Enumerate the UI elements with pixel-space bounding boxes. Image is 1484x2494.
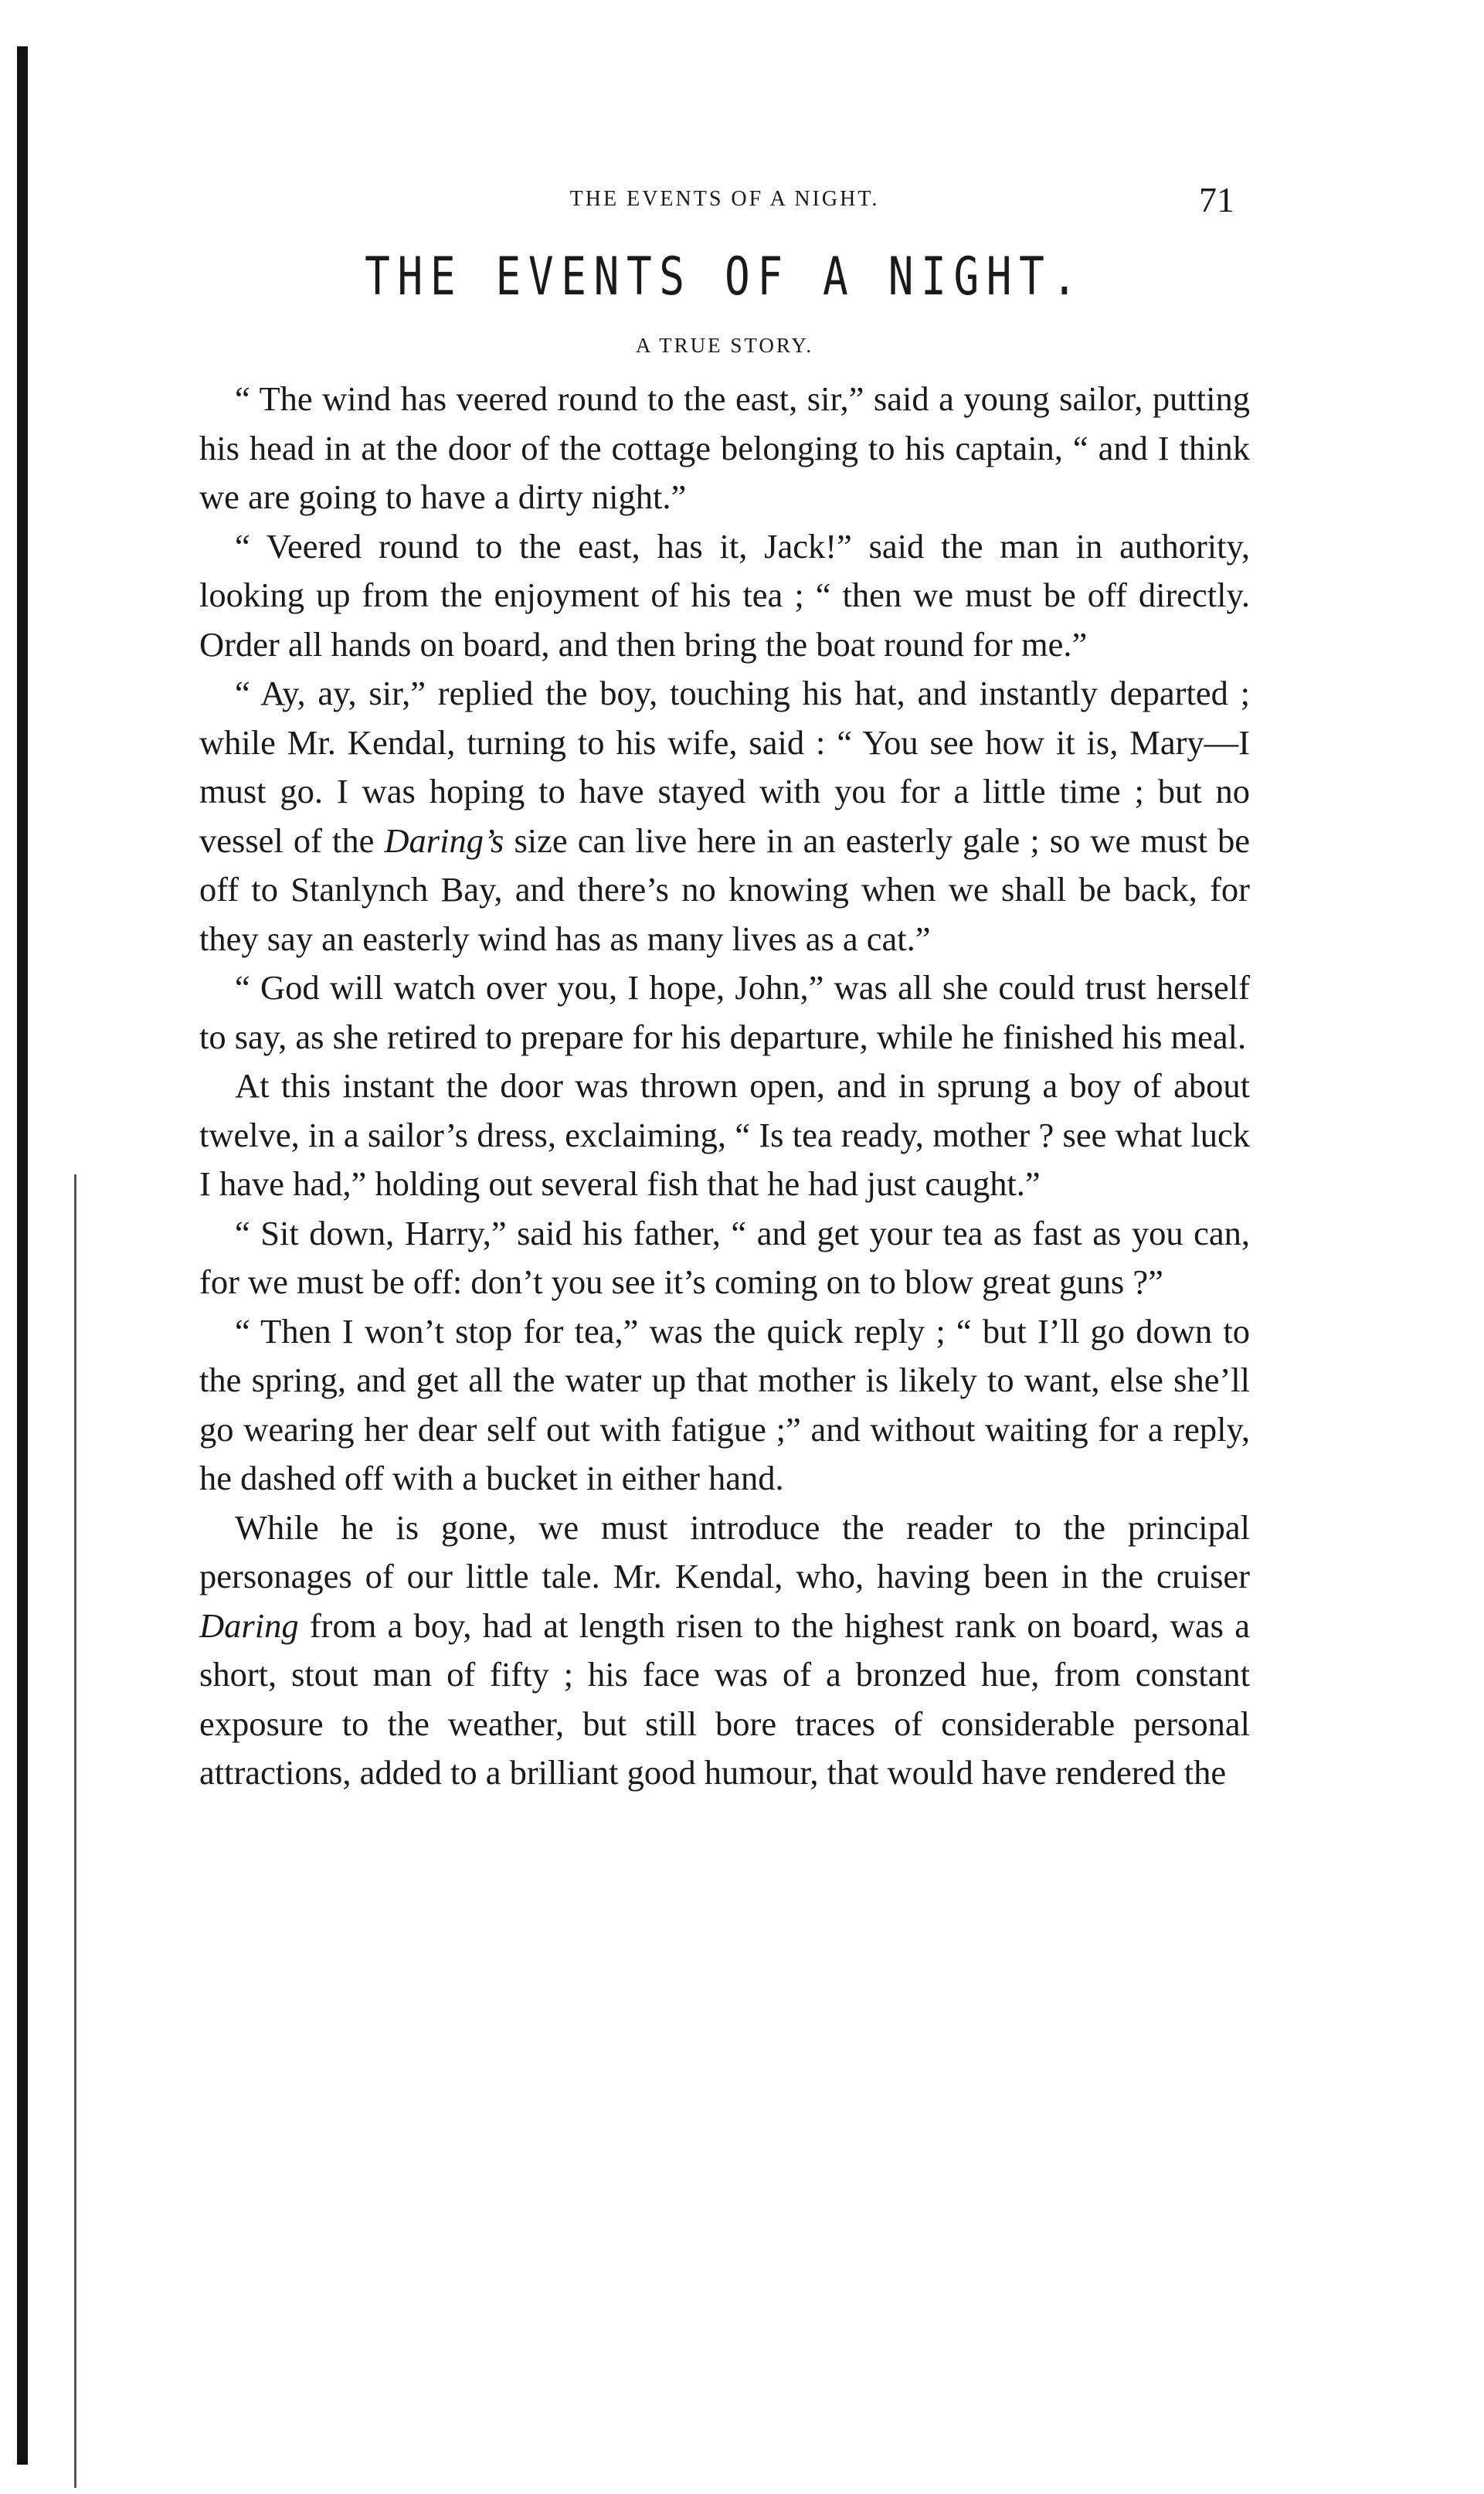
running-header <box>199 179 1250 226</box>
running-head-title: THE EVENTS OF A NIGHT. <box>569 187 880 211</box>
book-page <box>199 179 1250 1798</box>
paragraph: “ Sit down, Harry,” said his father, “ and get your tea as fast as you can, for we must be off: don’t you see it’s coming on to blow great guns ?” <box>199 1213 1250 1301</box>
page-binding-shadow <box>74 1174 76 2488</box>
paragraph: “ The wind has veered round to the east, sir,” said a young sailor, putting his head in at the door of the cottage belonging to his captain, “ and I think we are going to have a dirty night.” <box>199 379 1250 516</box>
paragraph: “ Then I won’t stop for tea,” was the quick reply ; “ but I’ll go down to the spring, and get all the water up that mother is likely to want, else she’ll go wearing her dear self out with fatigue ;” and without waiting for a reply, he dashed off with a bucket in either hand. <box>199 1311 1250 1497</box>
paragraph: “ Ay, ay, sir,” replied the boy, touching his hat, and instantly departed ; while Mr. Kendal, turning to his wife, said : “ You see how it is, Mary—I must go. I was hoping to have stayed with you for a little time ; but no vessel of the Daring’s size can live here in an easterly gale ; so we must be off to Stanlynch Bay, and there’s no knowing when we shall be back, for they say an easterly wind has as many lives as a cat.” <box>199 674 1250 958</box>
page-binding-edge <box>17 46 28 2465</box>
paragraph: While he is gone, we must introduce the reader to the principal personages of our little tale. Mr. Kendal, who, having been in the cruiser Daring from a boy, had at length risen to the highest rank on board, was a short, stout man of fifty ; his face was of a bronzed hue, from constant exposure to the weather, but still bore traces of considerable personal attractions, added to a brilliant good humour, that would have rendered the <box>199 1507 1250 1792</box>
page-number: 71 <box>1199 180 1234 219</box>
paragraph: “ God will watch over you, I hope, John,” was all she could trust herself to say, as she retired to prepare for his departure, while he finished his meal. <box>199 968 1250 1056</box>
story-subtitle: A TRUE STORY. <box>635 334 814 357</box>
paragraph: At this instant the door was thrown open, and in sprung a boy of about twelve, in a sailor’s dress, exclaiming, “ Is tea ready, mother ? see what luck I have had,” holding out several fish that he had just caught.” <box>199 1066 1250 1203</box>
story-title: THE EVENTS OF A NIGHT. <box>365 246 1085 308</box>
paragraph: “ Veered round to the east, has it, Jack!” said the man in authority, looking up from the enjoyment of his tea ; “ then we must be off directly. Order all hands on board, and then bring the boat round for me.” <box>199 526 1250 664</box>
story-body <box>199 375 1250 1798</box>
